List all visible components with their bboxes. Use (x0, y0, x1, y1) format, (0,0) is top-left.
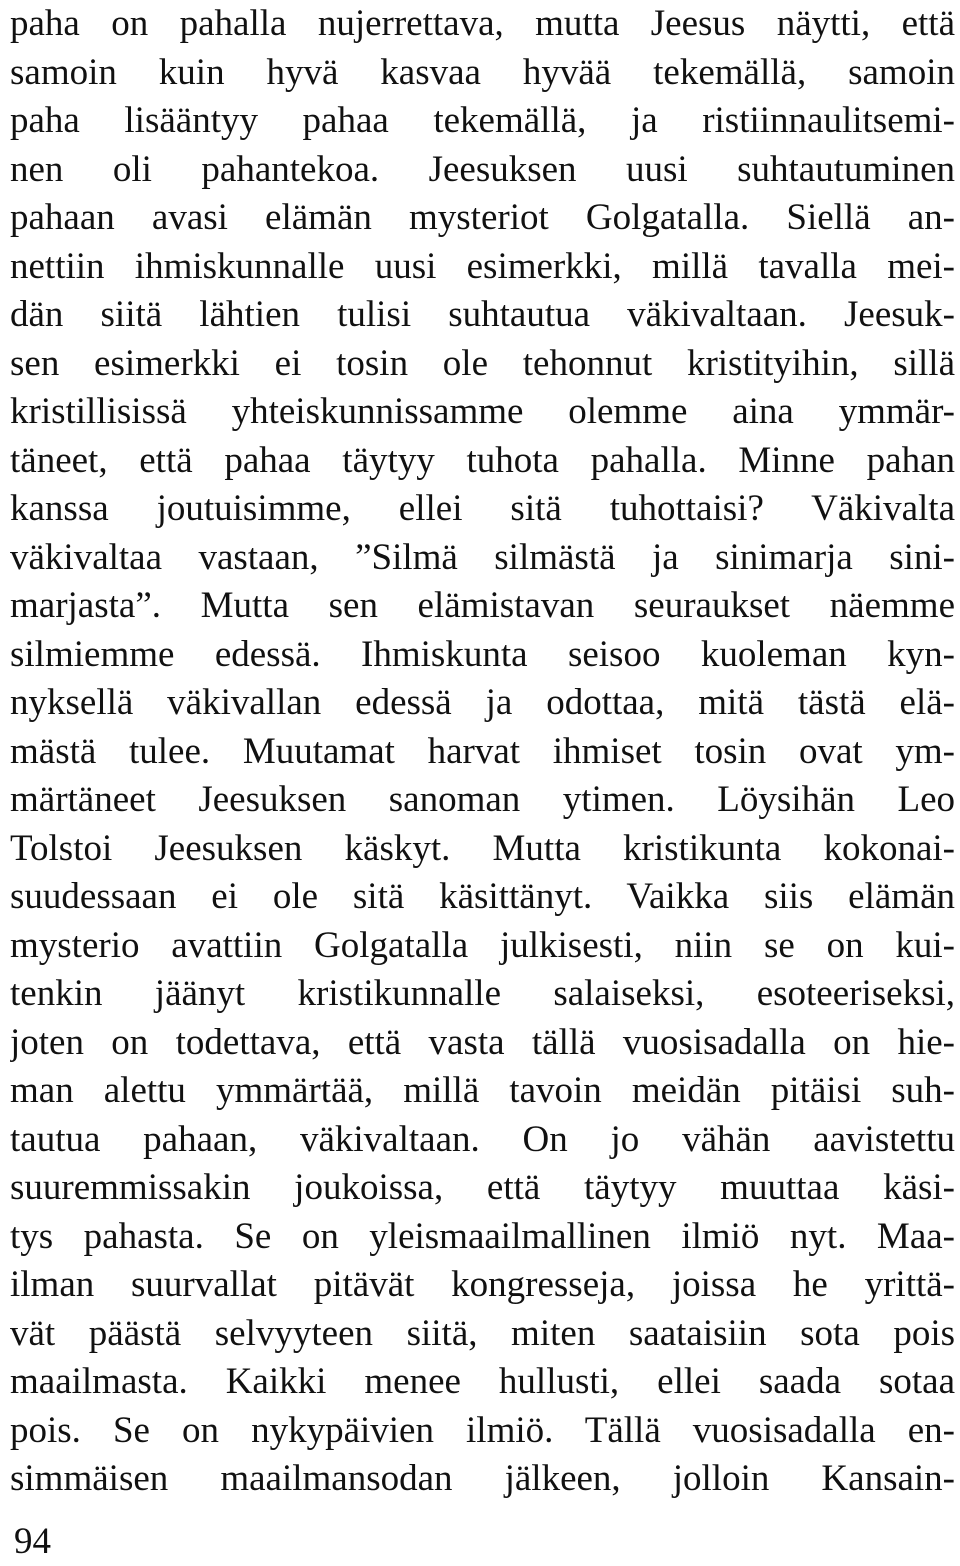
text-line: suuremmissakin joukoissa, että täytyy muuttaa käsi- (10, 1167, 955, 1208)
text-line: vät päästä selvyyteen siitä, miten saataisiin sota pois (10, 1312, 955, 1354)
text-line: joten on todettava, että vasta tällä vuosisadalla on hie- (10, 1021, 955, 1063)
text-line: väkivaltaa vastaan, ”Silmä silmästä ja sinimarja sini- (10, 536, 955, 578)
text-line: man alettu ymmärtää, millä tavoin meidän pitäisi suh- (10, 1070, 955, 1111)
text-line: simmäisen maailmansodan jälkeen, jolloin Kansain- (10, 1458, 955, 1499)
body-text (10, 0, 955, 1504)
text-line: maailmasta. Kaikki menee hullusti, ellei saada sotaa (10, 1361, 955, 1402)
text-line: märtäneet Jeesuksen sanoman ytimen. Löysihän Leo (10, 779, 955, 820)
text-line: kanssa joutuisimme, ellei sitä tuhottaisi? Väkivalta (10, 488, 955, 529)
text-line: nyksellä väkivallan edessä ja odottaa, mitä tästä elä- (10, 682, 955, 723)
text-line: ilman suurvallat pitävät kongresseja, joissa he yrittä- (10, 1264, 955, 1305)
text-line: marjasta”. Mutta sen elämistavan seuraukset näemme (10, 585, 955, 626)
text-line: mysterio avattiin Golgatalla julkisesti, niin se on kui- (10, 924, 955, 966)
page-number: 94 (14, 1521, 51, 1562)
text-line: tys pahasta. Se on yleismaailmallinen ilmiö nyt. Maa- (10, 1215, 955, 1257)
text-line: silmiemme edessä. Ihmiskunta seisoo kuoleman kyn- (10, 633, 955, 675)
text-line: suudessaan ei ole sitä käsittänyt. Vaikka siis elämän (10, 876, 955, 917)
text-line: Tolstoi Jeesuksen käskyt. Mutta kristikunta kokonai- (10, 827, 955, 869)
text-line: mästä tulee. Muutamat harvat ihmiset tosin ovat ym- (10, 730, 955, 772)
text-line: nen oli pahantekoa. Jeesuksen uusi suhtautuminen (10, 148, 955, 190)
text-line: kristillisissä yhteiskunnissamme olemme aina ymmär- (10, 391, 955, 432)
text-line: tautua pahaan, väkivaltaan. On jo vähän aavistettu (10, 1118, 955, 1160)
text-line: täneet, että pahaa täytyy tuhota pahalla. Minne pahan (10, 439, 955, 481)
text-line: paha lisääntyy pahaa tekemällä, ja ristiinnaulitsemi- (10, 100, 955, 141)
text-line: pois. Se on nykypäivien ilmiö. Tällä vuosisadalla en- (10, 1409, 955, 1451)
text-line: tenkin jäänyt kristikunnalle salaiseksi, esoteeriseksi, (10, 973, 955, 1014)
text-line: pahaan avasi elämän mysteriot Golgatalla. Siellä an- (10, 197, 955, 238)
text-line: dän siitä lähtien tulisi suhtautua väkivaltaan. Jeesuk- (10, 294, 955, 335)
text-line: sen esimerkki ei tosin ole tehonnut kristityihin, sillä (10, 342, 955, 384)
text-line: samoin kuin hyvä kasvaa hyvää tekemällä, samoin (10, 51, 955, 93)
text-line: nettiin ihmiskunnalle uusi esimerkki, millä tavalla mei- (10, 245, 955, 287)
text-line: paha on pahalla nujerrettava, mutta Jeesus näytti, että (10, 3, 955, 44)
